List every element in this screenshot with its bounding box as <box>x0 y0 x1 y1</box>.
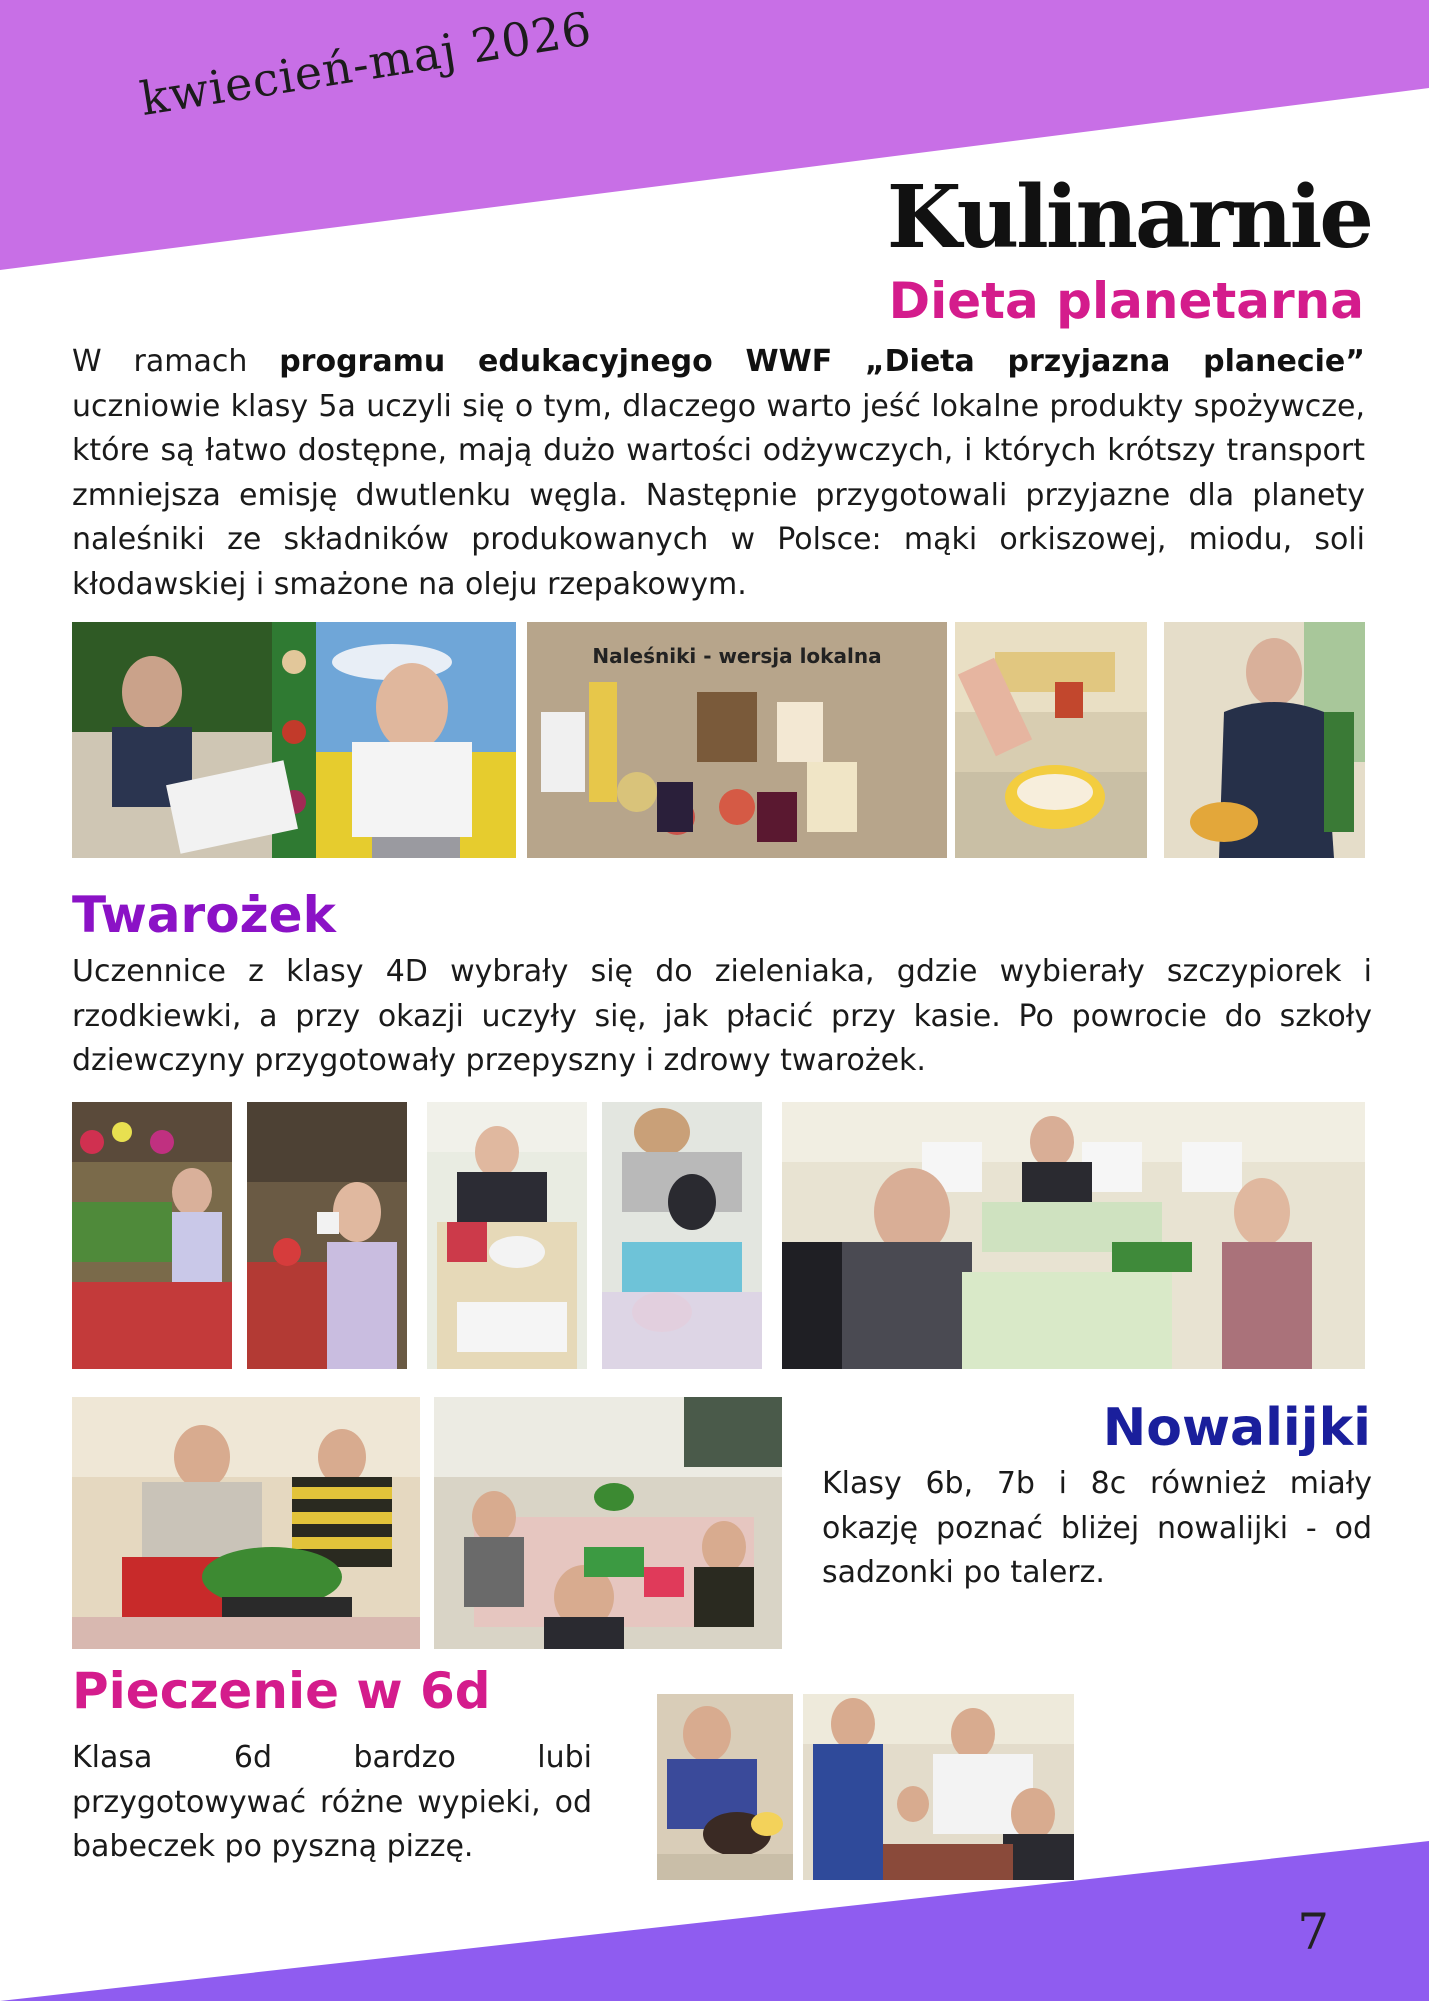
photo-teacher-helping <box>602 1102 762 1369</box>
page-number: 7 <box>1297 1903 1329 1961</box>
photo-table-vegetables <box>434 1397 782 1649</box>
photo-pouring-batter <box>955 622 1147 858</box>
dieta-body: uczniowie klasy 5a uczyli się o tym, dlaczego warto jeść lokalne produkty spożywcze, które są łatwo dostępne, mają dużo wartości odżywczych, i których krótszy transport zmniejsza emisję dwutlenku węgla. Następnie przygotowali przyjazne dla planety naleśniki ze składników produkowanych w Polsce: mąki orkiszowej, miodu, soli kłodawskiej i smażone na oleju rzepakowym. <box>72 388 1365 602</box>
issue-date: kwiecień-maj 2026 <box>136 1 596 127</box>
photo-local-pancakes-ingredients <box>527 622 947 858</box>
photo-worksheet-girls <box>72 622 516 858</box>
pieczenie-paragraph: Klasa 6d bardzo lubi przygotowywać różne wypieki, od babeczek po pyszną pizzę. <box>72 1740 592 1864</box>
dieta-photo-banner: Naleśniki - wersja lokalna <box>592 644 882 668</box>
pieczenie-heading: Pieczenie w 6d <box>72 1662 491 1720</box>
photo-greengrocer-flowers <box>72 1102 232 1369</box>
nowalijki-heading: Nowalijki <box>1102 1398 1371 1458</box>
photo-baking-boy <box>657 1694 793 1880</box>
photo-baking-group <box>803 1694 1074 1880</box>
section-title: Kulinarnie <box>886 167 1371 268</box>
photo-seedlings <box>72 1397 420 1649</box>
dieta-program-name: programu edukacyjnego WWF „Dieta przyjazna planecie” <box>279 344 1365 379</box>
dieta-intro: W ramach <box>72 344 280 379</box>
twarozek-paragraph: Uczennice z klasy 4D wybrały się do zieleniaka, gdzie wybierały szczypiorek i rzodkiewki, a przy okazji uczyły się, jak płacić przy kasie. Po powrocie do szkoły dziewczyny przygotowały przepyszny i zdrowy twarożek. <box>72 954 1372 1078</box>
dieta-heading: Dieta planetarna <box>888 272 1364 330</box>
photo-girl-with-radishes <box>247 1102 407 1369</box>
twarozek-heading: Twarożek <box>72 886 336 944</box>
nowalijki-paragraph: Klasy 6b, 7b i 8c również miały okazję poznać bliżej nowalijki - od sadzonki po talerz. <box>822 1466 1372 1590</box>
photo-girl-cooking <box>1164 622 1365 858</box>
dieta-paragraph <box>72 340 1365 607</box>
photo-cutting-radishes <box>427 1102 587 1369</box>
photo-classroom-twarozek <box>782 1102 1365 1369</box>
